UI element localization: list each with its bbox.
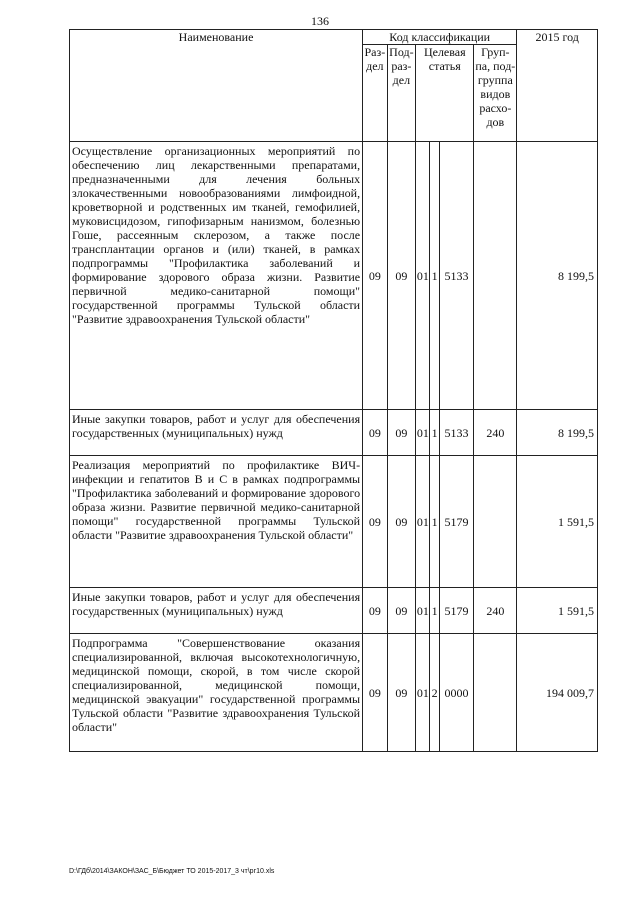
- table-row: [70, 410, 598, 456]
- row-expense-group: 240: [474, 588, 517, 634]
- row-razdel: 09: [363, 588, 388, 634]
- row-description: Реализация мероприятий по профилактике ВИЧ-инфекции и гепатитов В и С в рамках подпрограммы "Профилактика заболеваний и формирование здорового образа жизни. Развитие первичной медико-санитарной помощи" государственной программы Тульской области "Развитие здравоохранения Тульской области": [70, 456, 363, 588]
- row-target-program: 01: [416, 588, 430, 634]
- row-razdel: 09: [363, 142, 388, 410]
- row-description: Иные закупки товаров, работ и услуг для обеспечения государственных (муниципальных) нужд: [70, 410, 363, 456]
- row-expense-group: [474, 634, 517, 752]
- row-target-subprogram: 2: [430, 634, 439, 752]
- row-target-subprogram: 1: [430, 588, 439, 634]
- row-description: Иные закупки товаров, работ и услуг для обеспечения государственных (муниципальных) нужд: [70, 588, 363, 634]
- row-razdel: 09: [363, 410, 388, 456]
- header-podrazdel: Под-раз-дел: [387, 45, 416, 142]
- table-row: [70, 588, 598, 634]
- row-target-program: 01: [416, 456, 430, 588]
- header-group: Груп-па, под-группа видов расхо-дов: [474, 45, 517, 142]
- row-podrazdel: 09: [387, 456, 416, 588]
- row-razdel: 09: [363, 456, 388, 588]
- row-amount: 8 199,5: [517, 142, 598, 410]
- row-podrazdel: 09: [387, 142, 416, 410]
- table-row: [70, 142, 598, 410]
- row-target-direction: 5179: [439, 588, 474, 634]
- header-code: Код классификации: [363, 30, 517, 45]
- row-amount: 8 199,5: [517, 410, 598, 456]
- row-podrazdel: 09: [387, 410, 416, 456]
- row-target-program: 01: [416, 142, 430, 410]
- row-podrazdel: 09: [387, 634, 416, 752]
- budget-table: [69, 29, 598, 752]
- row-expense-group: [474, 456, 517, 588]
- header-razdel: Раз-дел: [363, 45, 388, 142]
- row-expense-group: [474, 142, 517, 410]
- header-year: 2015 год: [517, 30, 598, 142]
- row-target-program: 01: [416, 410, 430, 456]
- row-target-direction: 5133: [439, 410, 474, 456]
- row-amount: 194 009,7: [517, 634, 598, 752]
- row-razdel: 09: [363, 634, 388, 752]
- row-podrazdel: 09: [387, 588, 416, 634]
- row-amount: 1 591,5: [517, 588, 598, 634]
- row-target-subprogram: 1: [430, 410, 439, 456]
- row-description: Подпрограмма "Совершенствование оказания специализированной, включая высокотехнологичную, медицинской помощи, скорой, в том числе скорой специализированной, медицинской помощи, медицинской эвакуации" государственной программы Тульской области "Развитие здравоохранения Тульской области": [70, 634, 363, 752]
- row-target-direction: 5179: [439, 456, 474, 588]
- row-target-program: 01: [416, 634, 430, 752]
- table-row: [70, 456, 598, 588]
- row-description: Осуществление организационных мероприятий по обеспечению лиц лекарственными препаратами, предназначенными для лечения больных злокачественными новообразованиями лимфоидной, кроветворной и родственных им тканей, гемофилией, муковисцидозом, гипофизарным нанизмом, болезнью Гоше, рассеянным склерозом, а также после трансплантации органов и (или) тканей, в рамках подпрограммы "Профилактика заболеваний и формирование здорового образа жизни. Развитие первичной медико-санитарной помощи" государственной программы Тульской области "Развитие здравоохранения Тульской области": [70, 142, 363, 410]
- header-row-main: [70, 30, 598, 45]
- table-row: [70, 634, 598, 752]
- row-target-subprogram: 1: [430, 142, 439, 410]
- header-target: Целевая статья: [416, 45, 474, 142]
- header-name: Наименование: [70, 30, 363, 142]
- row-expense-group: 240: [474, 410, 517, 456]
- row-target-direction: 5133: [439, 142, 474, 410]
- page-number: 136: [311, 14, 329, 28]
- row-target-subprogram: 1: [430, 456, 439, 588]
- file-path-footer: D:\ГДб\2014\ЗАКОН\ЗАС_Б\Бюджет ТО 2015-2017_3 чт\рг10.xls: [69, 868, 275, 875]
- row-amount: 1 591,5: [517, 456, 598, 588]
- row-target-direction: 0000: [439, 634, 474, 752]
